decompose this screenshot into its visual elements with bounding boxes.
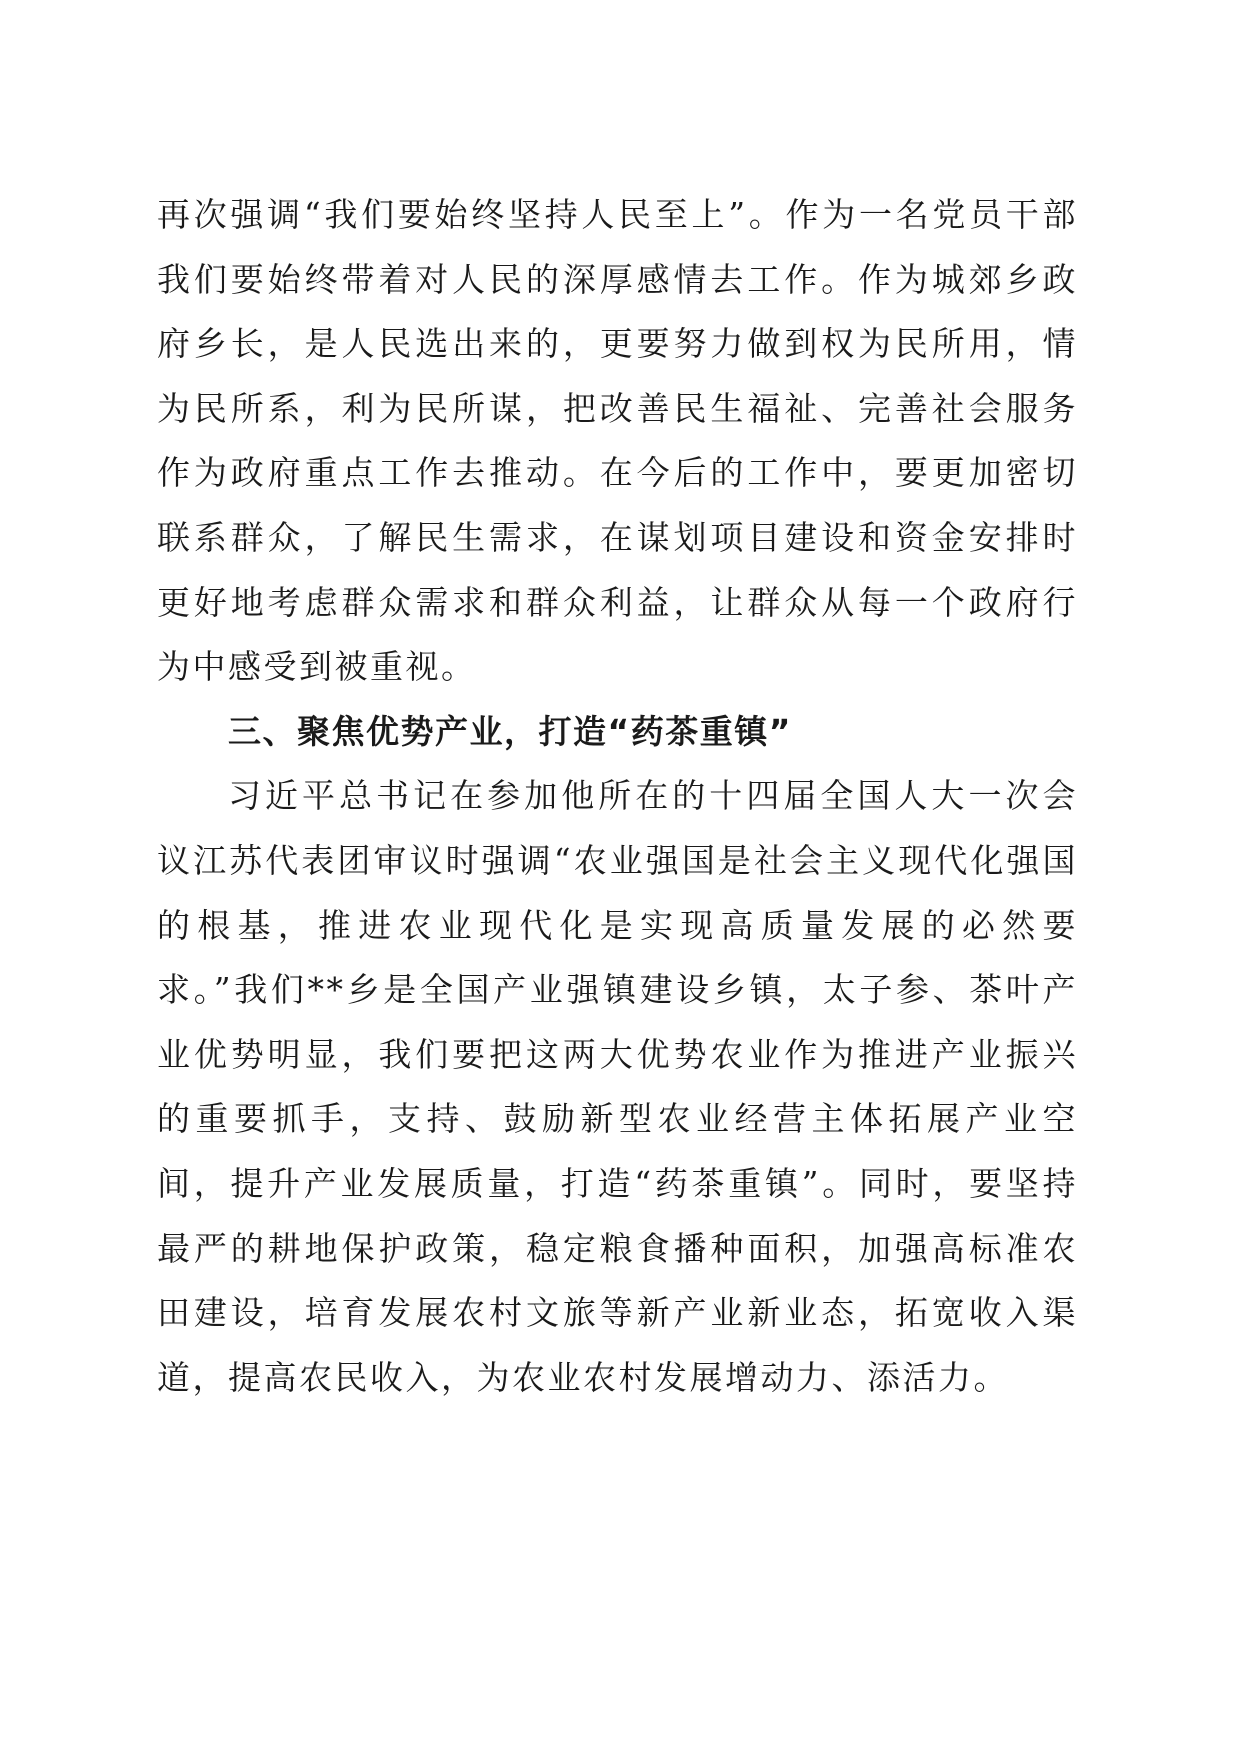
document-body xyxy=(157,183,1078,1410)
section-heading: 三、聚焦优势产业，打造“药茶重镇” xyxy=(228,711,792,751)
paragraph-continuation: 再次强调“我们要始终坚持人民至上”。作为一名党员干部我们要始终带着对人民的深厚感情去工作。作为城郊乡政府乡长，是人民选出来的，更要努力做到权为民所用，情为民所系，利为民所谋，把改善民生福祉、完善社会服务作为政府重点工作去推动。在今后的工作中，要更加密切联系群众，了解民生需求，在谋划项目建设和资金安排时更好地考虑群众需求和群众利益，让群众从每一个政府行为中感受到被重视。 xyxy=(157,195,1078,687)
paragraph-body: 习近平总书记在参加他所在的十四届全国人大一次会议江苏代表团审议时强调“农业强国是社会主义现代化强国的根基，推进农业现代化是实现高质量发展的必然要求。”我们**乡是全国产业强镇建设乡镇，太子参、茶叶产业优势明显，我们要把这两大优势农业作为推进产业振兴的重要抓手，支持、鼓励新型农业经营主体拓展产业空间，提升产业发展质量，打造“药茶重镇”。同时，要坚持最严的耕地保护政策，稳定粮食播种面积，加强高标准农田建设，培育发展农村文旅等新产业新业态，拓宽收入渠道，提高农民收入，为农业农村发展增动力、添活力。 xyxy=(157,776,1078,1397)
